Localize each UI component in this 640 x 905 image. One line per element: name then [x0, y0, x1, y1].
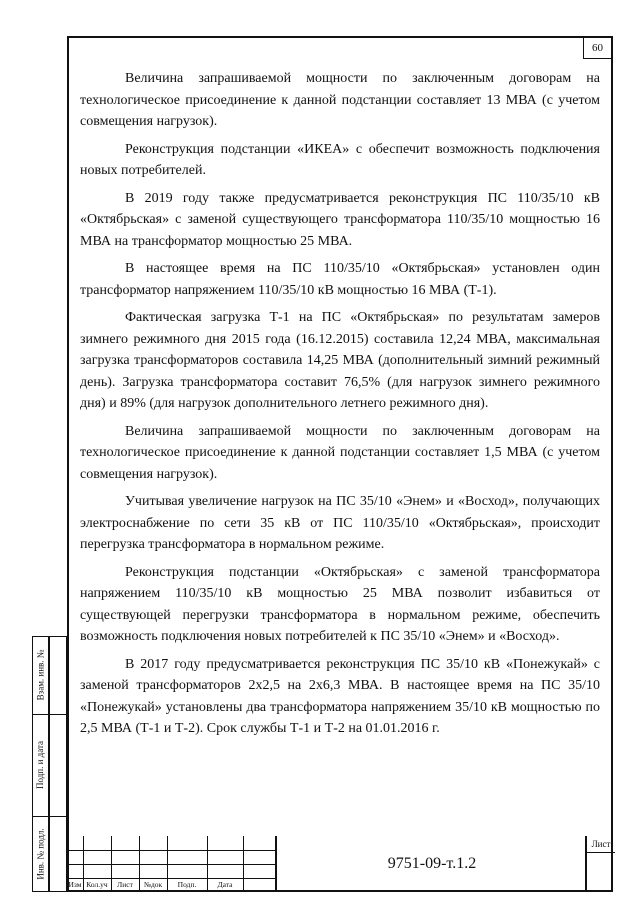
paragraph-5: Фактическая загрузка Т-1 на ПС «Октябрьская» по результатам замеров зимнего режимного дня 2015 года (16.12.2015) составила 12,24 МВА, максимальная загрузка трансформаторов составила 14,25 МВА (дополнительный зимний режимный день). Загрузка трансформатора составит 76,5% (для нагрузок зимнего режимного дня) и 89% (для нагрузок дополнительного летнего режимного дня).: [80, 310, 600, 411]
label-kol-uch: Кол.уч: [86, 880, 108, 889]
paragraph-9: В 2017 году предусматривается реконструкция ПС 35/10 кВ «Понежукай» с заменой трансформаторов 2х2,5 на 2х6,3 МВА. В настоящее время на ПС 35/10 «Понежукай» установлены два трансформатора напряжением 35/10 кВ мощностью по 2,5 МВА (Т-1 и Т-2). Срок службы Т-1 и Т-2 на 01.01.2016 г.: [80, 656, 600, 736]
label-data: Дата: [217, 880, 233, 889]
paragraph-1: Величина запрашиваемой мощности по заключенным договорам на технологическое присоединение к данной подстанции составляет 13 МВА (с учетом совмещения нагрузок).: [80, 71, 600, 129]
page-number: 60: [583, 38, 611, 59]
label-ndok: №док: [143, 880, 163, 889]
sheet-label: Лист: [587, 836, 615, 853]
revision-grid: [67, 836, 275, 892]
side-stamp: [32, 636, 67, 892]
paragraph-8: Реконструкция подстанции «Октябрьская» с заменой трансформатора напряжением 110/35/10 кВ мощностью 25 МВА позволит избавиться от существующей перегрузки трансформатора в нормальном режиме, обеспечить возможность подключения новых потребителей к ПС 35/10 «Энем» и «Восход».: [80, 564, 600, 644]
sheet-cell: [585, 836, 615, 892]
side-label-podp-data: Подп. и дата: [35, 740, 46, 790]
paragraph-3: В 2019 году также предусматривается реконструкция ПС 110/35/10 кВ «Октябрьская» с заменой существующего трансформатора 110/35/10 мощностью 16 МВА на трансформатор мощностью 25 МВА.: [80, 190, 600, 249]
side-label-inv-podl: Инв. № подл.: [35, 828, 46, 880]
document-body: [80, 68, 600, 746]
side-label-vzam-inv: Взам. инв. №: [35, 649, 46, 701]
label-podp: Подп.: [177, 880, 197, 889]
paragraph-7: Учитывая увеличение нагрузок на ПС 35/10 «Энем» и «Восход», получающих электроснабжение по сети 35 кВ от ПС 110/35/10 «Октябрьская», происходит перегрузка трансформатора в нормальном режиме.: [80, 494, 600, 552]
title-block: [67, 836, 613, 892]
label-list: Лист: [117, 880, 133, 889]
paragraph-2: Реконструкция подстанции «ИКЕА» с обеспечит возможность подключения новых потребителей.: [80, 141, 600, 178]
label-izm: Изм: [68, 880, 82, 889]
paragraph-6: Величина запрашиваемой мощности по заключенным договорам на технологическое присоединение к данной подстанции составляет 1,5 МВА (с учетом совмещения нагрузок).: [80, 423, 600, 482]
document-code: 9751-09-т.1.2: [275, 836, 587, 892]
paragraph-4: В настоящее время на ПС 110/35/10 «Октябрьская» установлен один трансформатор напряжением 110/35/10 кВ мощностью 16 МВА (Т-1).: [80, 261, 600, 298]
